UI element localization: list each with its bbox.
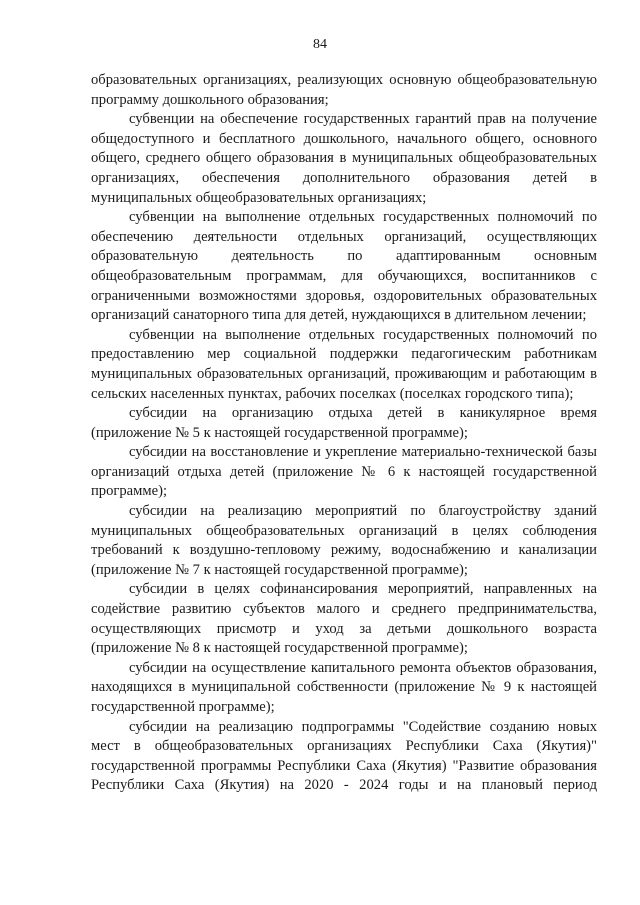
paragraph-subsidy-building-improvement: субсидии на реализацию мероприятий по благоустройству зданий муниципальных общеобразовательных организаций в целях соблюдения требований к воздушно-тепловому режиму, водоснабжению и канализации (приложение № 7 к настоящей государственной программе); xyxy=(91,503,597,578)
paragraph-subsidy-rest-base: субсидии на восстановление и укрепление материально-технической базы организаций отдыха детей (приложение № 6 к настоящей государственной программе); xyxy=(91,444,597,500)
paragraph-continuation: образовательных организациях, реализующих основную общеобразовательную программу дошкольного образования; xyxy=(91,72,597,108)
body-text xyxy=(91,71,597,794)
paragraph-subvention-teacher-support: субвенции на выполнение отдельных государственных полномочий по предоставлению мер социальной поддержки педагогическим работникам муниципальных образовательных организаций, проживающим и работающим в сельских населенных пунктах, рабочих поселках (поселках городского типа); xyxy=(91,326,597,402)
paragraph-subvention-special-organizations: субвенции на выполнение отдельных государственных полномочий по обеспечению деятельности отдельных организаций, осуществляющих образовательную деятельность по адаптированным основным общеобразовательным программам, для обучающихся, воспитанников с ограниченными возможностями здоровья, оздоровительных образовательных организаций санаторного типа для детей, нуждающихся в длительном лечении; xyxy=(91,209,597,324)
paragraph-subvention-guarantees: субвенции на обеспечение государственных гарантий прав на получение общедоступного и бесплатного дошкольного, начального общего, основного общего, среднего общего образования в муниципальных общеобразовательных организациях, обеспечения дополнительного образования детей в муниципальных общеобразовательных организациях; xyxy=(91,111,597,206)
paragraph-subsidy-small-business: субсидии в целях софинансирования мероприятий, направленных на содействие развитию субъектов малого и среднего предпринимательства, осуществляющих присмотр и уход за детьми дошкольного возраста (приложение № 8 к настоящей государственной программе); xyxy=(91,581,597,657)
paragraph-subsidy-children-rest: субсидии на организацию отдыха детей в каникулярное время (приложение № 5 к настоящей государственной программе); xyxy=(91,405,597,441)
paragraph-subsidy-capital-repair: субсидии на осуществление капитального ремонта объектов образования, находящихся в муниципальной собственности (приложение № 9 к настоящей государственной программе); xyxy=(91,659,597,715)
paragraph-subsidy-new-places: субсидии на реализацию подпрограммы "Содействие созданию новых мест в общеобразовательных организациях Республики Саха (Якутия)" государственной программы Республики Саха (Якутия) "Развитие образования Республики Саха (Якутия) на 2020 - 2024 годы и на плановый период xyxy=(91,718,597,794)
page-number: 84 xyxy=(313,37,327,52)
